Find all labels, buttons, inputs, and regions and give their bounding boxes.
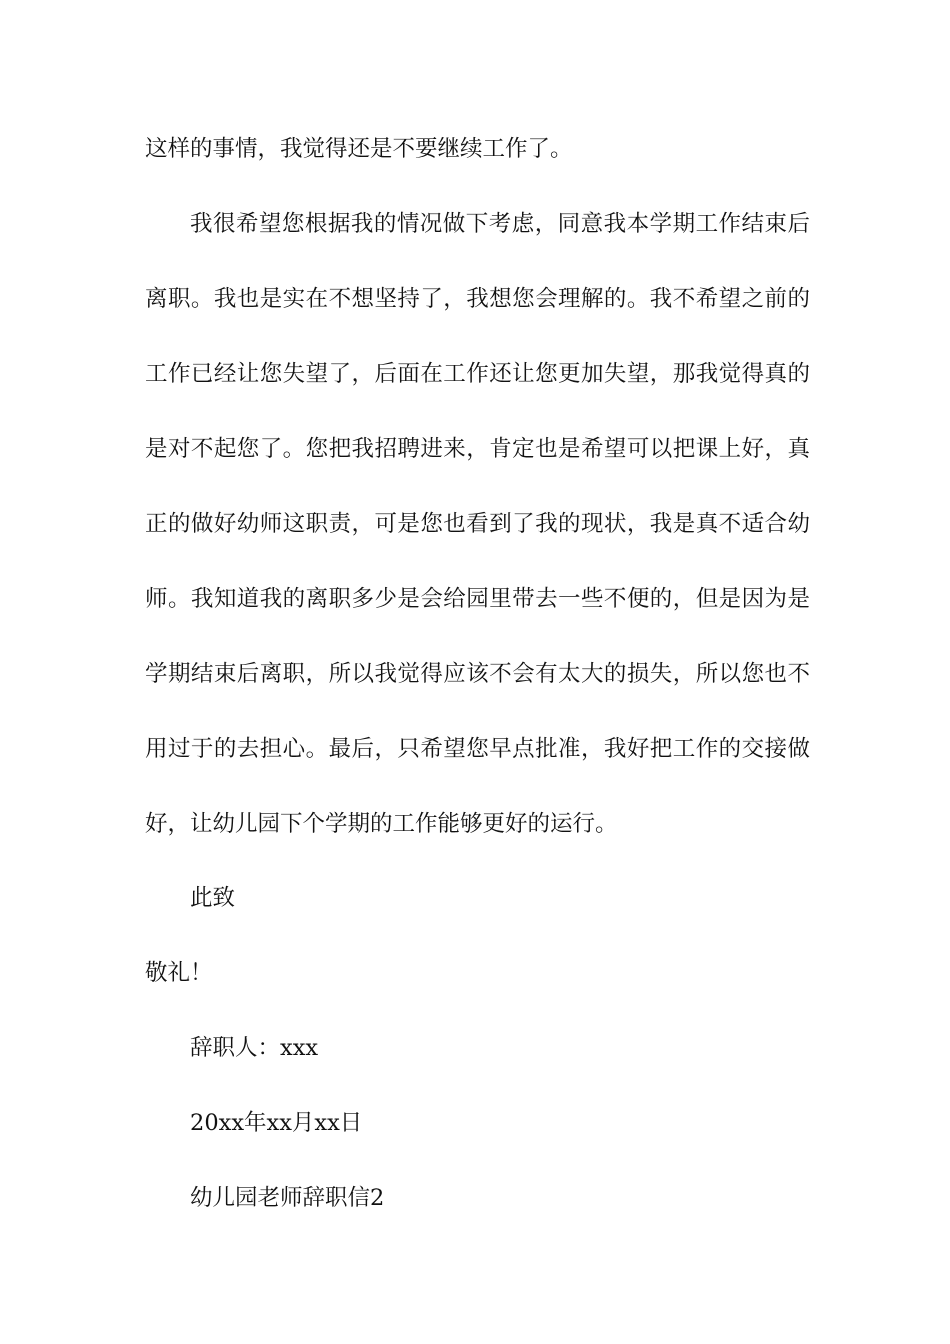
closing-text: 此致 <box>190 885 236 911</box>
body-line: 离职。我也是实在不想坚持了，我想您会理解的。我不希望之前的 <box>145 286 810 312</box>
body-line: 这样的事情，我觉得还是不要继续工作了。 <box>145 136 573 162</box>
salutation-text: 敬礼！ <box>145 960 213 986</box>
signature-line: 辞职人：xxx <box>190 1035 319 1061</box>
body-line: 学期结束后离职，所以我觉得应该不会有太大的损失，所以您也不 <box>145 661 810 687</box>
body-line: 师。我知道我的离职多少是会给园里带去一些不便的，但是因为是 <box>145 586 810 612</box>
body-line: 我很希望您根据我的情况做下考虑，同意我本学期工作结束后 <box>190 211 810 237</box>
next-letter-title: 幼儿园老师辞职信2 <box>190 1185 385 1211</box>
date-line: 20xx年xx月xx日 <box>190 1110 363 1136</box>
body-line: 正的做好幼师这职责，可是您也看到了我的现状，我是真不适合幼 <box>145 511 810 537</box>
body-line: 是对不起您了。您把我招聘进来，肯定也是希望可以把课上好，真 <box>145 436 810 462</box>
body-line: 用过于的去担心。最后，只希望您早点批准，我好把工作的交接做 <box>145 736 810 762</box>
body-line: 工作已经让您失望了，后面在工作还让您更加失望，那我觉得真的 <box>145 361 810 387</box>
body-line: 好，让幼儿园下个学期的工作能够更好的运行。 <box>145 811 618 837</box>
